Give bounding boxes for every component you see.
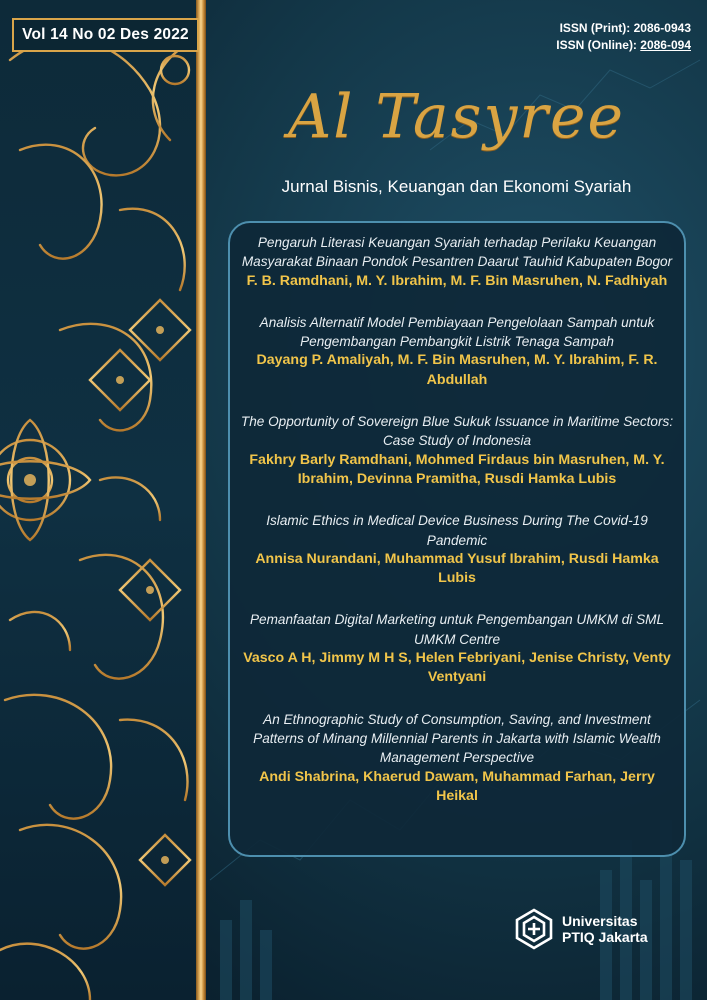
article-item [238,610,676,687]
article-authors: Annisa Nurandani, Muhammad Yusuf Ibrahim, Rusdi Hamka Lubis [255,550,659,587]
article-item [238,313,676,390]
article-title: Islamic Ethics in Medical Device Business During The Covid-19 Pandemic [266,513,648,548]
issn-online [556,37,691,54]
publisher-line1: Universitas [562,913,638,929]
article-title: The Opportunity of Sovereign Blue Sukuk Issuance in Maritime Sectors: Case Study of Indonesia [240,414,674,449]
publisher-name [562,913,648,945]
issn-online-label: ISSN (Online): [556,38,637,52]
issn-print [556,20,691,37]
article-title: An Ethnographic Study of Consumption, Saving, and Investment Patterns of Minang Millennial Parents in Jakarta with Islamic Wealth Management Perspective [253,711,661,766]
article-authors: Dayang P. Amaliyah, M. F. Bin Masruhen, M. Y. Ibrahim, F. R. Abdullah [256,352,658,388]
article-title: Analisis Alternatif Model Pembiayaan Pengelolaan Sampah untuk Pengembangan Pembangkit Listrik Tenaga Sampah [259,314,655,350]
article-title: Pemanfaatan Digital Marketing untuk Pengembangan UMKM di SML UMKM Centre [249,612,665,647]
arabesque-ornament-icon [0,0,196,1000]
issn-print-value: 2086-0943 [633,21,691,35]
journal-title: Al Tasyree [287,82,626,152]
article-authors: F. B. Ramdhani, M. Y. Ibrahim, M. F. Bin Masruhen, N. Fadhiyah [246,272,668,289]
ornamental-side-panel [0,0,196,1000]
issn-print-label: ISSN (Print): [559,21,631,35]
volume-badge [12,18,199,52]
article-item [238,412,676,489]
issn-block [556,20,691,54]
table-of-contents [228,221,686,857]
article-authors: Andi Shabrina, Khaerud Dawam, Muhammad Farhan, Jerry Heikal [259,768,655,804]
article-item [238,710,676,806]
volume-label: Vol 14 No 02 Des 2022 [22,26,189,43]
article-item [238,511,676,588]
article-authors: Fakhry Barly Ramdhani, Mohmed Firdaus bin Masruhen, M. Y. Ibrahim, Devinna Pramitha, Rusdi Hamka Lubis [249,451,665,487]
article-title: Pengaruh Literasi Keuangan Syariah terhadap Perilaku Keuangan Masyarakat Binaan Pondok Pesantren Daarut Tauhid Kabupaten Bogor [241,235,673,270]
university-emblem-icon [512,907,556,951]
issn-online-value[interactable]: 2086-094 [640,38,691,52]
publisher-logo [512,907,648,951]
publisher-line2: PTIQ Jakarta [562,929,648,945]
article-item [238,233,676,291]
journal-subtitle: Jurnal Bisnis, Keuangan dan Ekonomi Syariah [281,177,632,196]
gold-border-strip [196,0,206,1000]
article-authors: Vasco A H, Jimmy M H S, Helen Febriyani, Jenise Christy, Venty Ventyani [243,650,671,686]
